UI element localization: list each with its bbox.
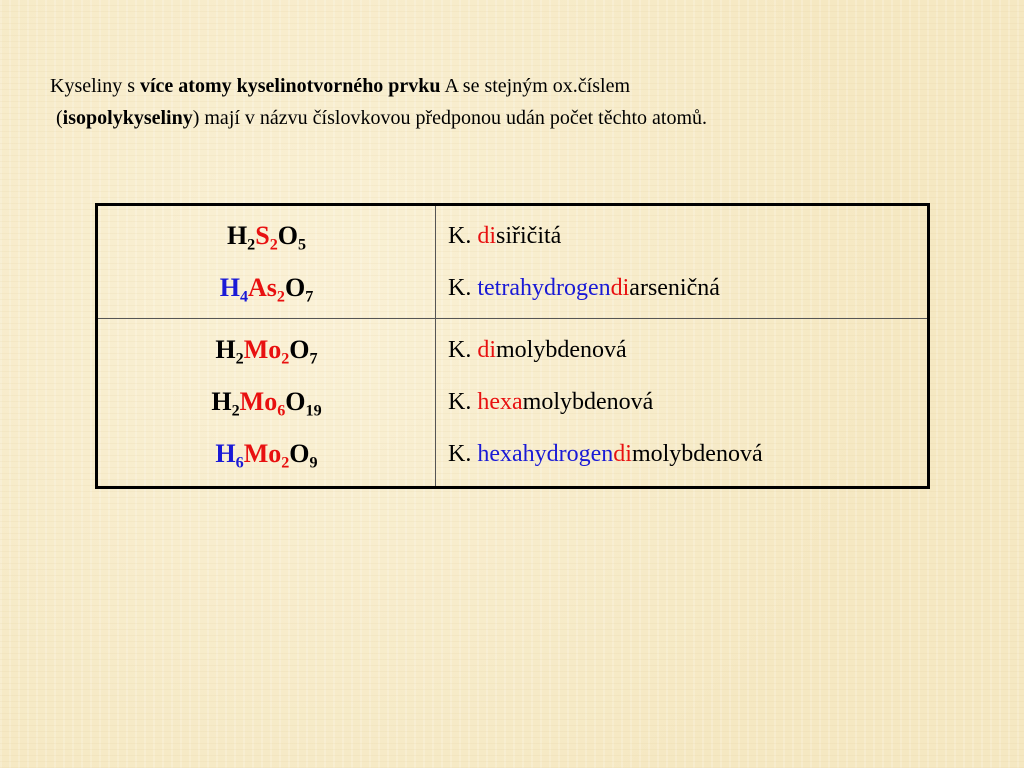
table-row bbox=[97, 205, 929, 319]
formula-h4as2o7: $H_4As_2O_7$ bbox=[219, 273, 314, 306]
name-cell bbox=[436, 319, 929, 488]
formula-h2s2o5: $H_2S_2O_5$ bbox=[226, 221, 307, 254]
intro-line-2: (isopolykyseliny) mají v názvu číslovkovou předponou udán počet těchto atomů. bbox=[56, 107, 708, 129]
name-hexamolybdenova: K. hexamolybdenová bbox=[448, 389, 654, 415]
intro-bold-term: více atomy kyselinotvorného prvku bbox=[140, 75, 441, 97]
intro-line-1: Kyseliny s více atomy kyselinotvorného prvku A se stejným ox.číslem bbox=[50, 75, 630, 97]
acid-table bbox=[95, 203, 930, 489]
name-disiricita: K. disiřičitá bbox=[448, 223, 562, 249]
formula-h6mo2o9: $H_6Mo_2O_9$ bbox=[215, 439, 318, 472]
table-row bbox=[97, 319, 929, 488]
formula-cell bbox=[97, 205, 436, 319]
intro-text bbox=[50, 70, 1010, 134]
formula-cell bbox=[97, 319, 436, 488]
name-tetrahydrogendiarsenicna: K. tetrahydrogendiarseničná bbox=[448, 275, 720, 301]
name-dimolybdenova: K. dimolybdenová bbox=[448, 337, 627, 363]
name-hexahydrogendimolybdenova: K. hexahydrogendimolybdenová bbox=[448, 441, 763, 467]
formula-h2mo2o7: $H_2Mo_2O_7$ bbox=[215, 335, 318, 368]
intro-bold-isopolykyseliny: isopolykyseliny bbox=[62, 107, 193, 129]
name-cell bbox=[436, 205, 929, 319]
formula-h2mo6o19: $H_2Mo_6O_{19}$ bbox=[211, 387, 322, 420]
